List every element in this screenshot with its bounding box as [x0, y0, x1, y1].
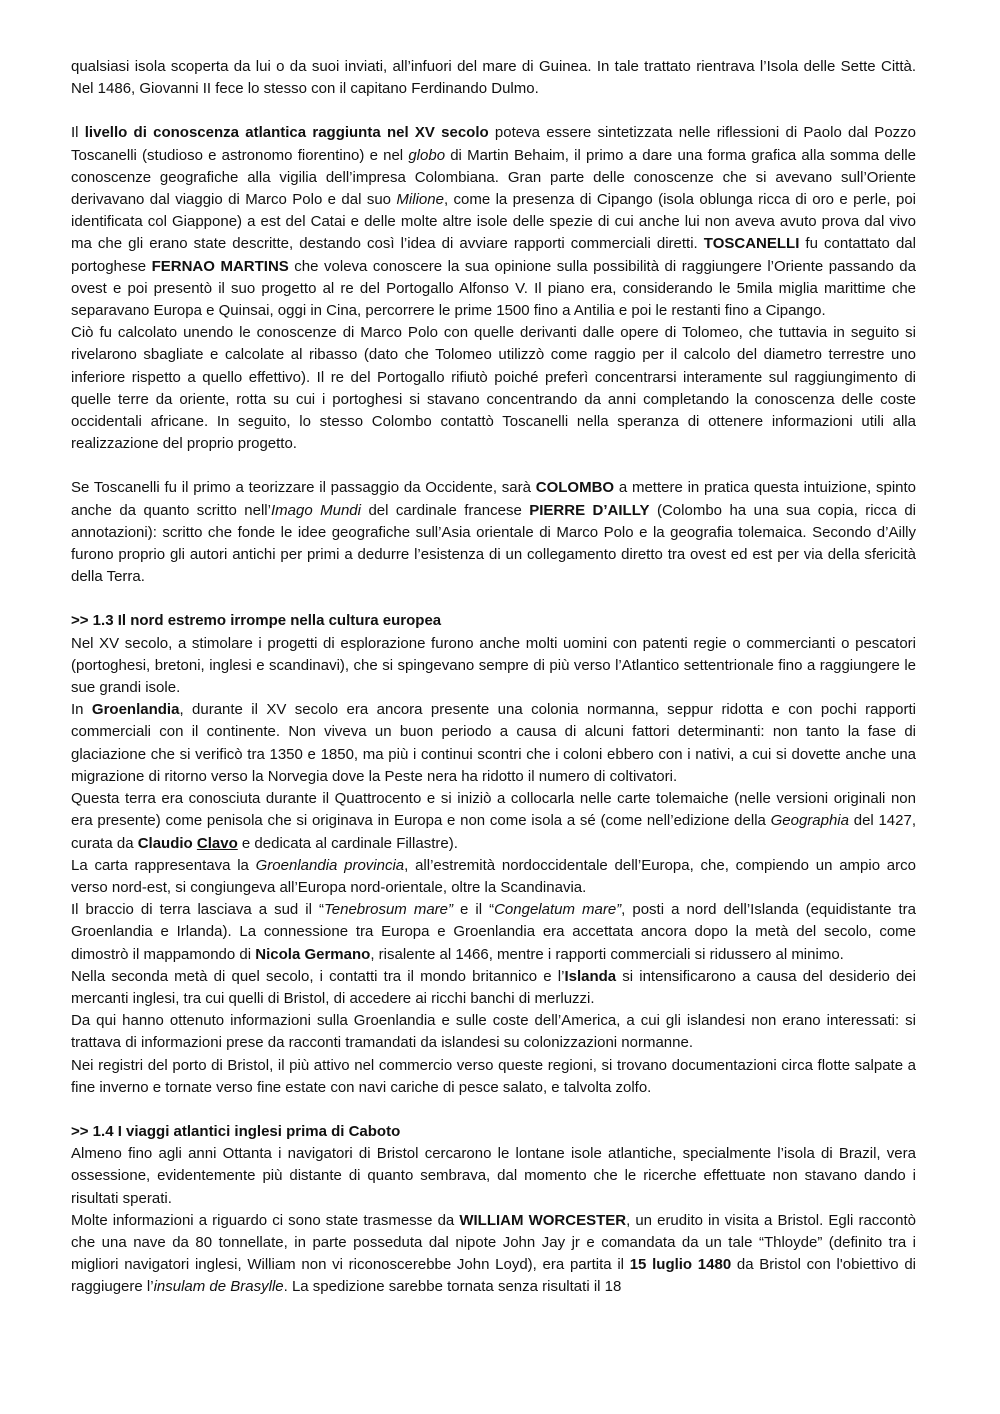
text-run: Questa terra era conosciuta durante il Quattrocento e si iniziò a collocarla nelle carte tolemaiche (nelle versioni originali non era presente) come penisola che si originava in Europa e non come isola a sé (come nell’edizione della	[71, 790, 916, 830]
paragraph-groenlandia	[71, 699, 916, 788]
paragraph-gap	[71, 588, 916, 610]
bold-run: FERNAO MARTINS	[151, 257, 289, 275]
bold-run: WILLIAM WORCESTER	[459, 1211, 627, 1229]
paragraph-quattrocento	[71, 788, 916, 855]
text-run: , un erudito in visita a Bristol. Egli raccontò che una nave da 80 tonnellate, in parte posseduta dal nipote John Jay jr e comandata da un tale “Thloyde” (definito tra i migliori navigatori inglesi, William non vi riconoscerebbe John Loyd), era partita il	[71, 1211, 916, 1274]
text-run: , risalente al 1466, mentre i rapporti commerciali si ridussero al minimo.	[370, 945, 844, 963]
paragraph-gap	[71, 1099, 916, 1121]
paragraph-tolomeo: Ciò fu calcolato unendo le conoscenze di Marco Polo con quelle derivanti dalle opere di Tolomeo, che tuttavia in seguito si rivelarono sbagliate e calcolate al ribasso (dato che Tolomeo utilizzò come raggio per il calcolo del diametro terrestre uno inferiore rispetto a quello effettivo). Il re del Portogallo rifiutò poiché preferì concentrarsi interamente sul raggiungimento di quelle terre da oriente, rotta su cui i portoghesi si stavano concentrando da anni completando la conoscenza delle coste occidentali africane. In seguito, lo stesso Colombo contattò Toscanelli nella speranza di ottenere informazioni utili alla realizzazione del proprio progetto.	[71, 324, 916, 453]
text-run: poteva essere sintetizzata nelle riflessioni di Paolo dal Pozzo Toscanelli (studioso e astronomo fiorentino) e nel	[71, 124, 917, 164]
text-run: fu contattato dal portoghese	[71, 235, 916, 275]
italic-run: Groenlandia provincia	[255, 856, 405, 874]
text-run: In	[71, 701, 92, 719]
text-run: Il	[71, 124, 85, 142]
bold-underline-run: Clavo	[196, 834, 238, 852]
paragraph-ottanta: Almeno fino agli anni Ottanta i navigatori di Bristol cercarono le lontane isole atlantiche, specialmente l’isola di Brazil, vera ossessione, evidentemente più distante di quanto sembrava, dal momento che le ricerche effettuate non stavano dando i risultati sperati.	[71, 1145, 916, 1207]
paragraph-carta	[71, 855, 916, 899]
italic-run: Geographia	[770, 812, 849, 830]
text-run: Molte informazioni a riguardo ci sono state trasmesse da	[71, 1211, 460, 1229]
text-run: , all’estremità nordoccidentale dell’Europa, che, compiendo un ampio arco verso nord-est, si congiungeva all’Europa nord-orientale, oltre la Scandinavia.	[71, 856, 916, 896]
italic-run: globo	[408, 146, 446, 164]
paragraph-registri: Nei registri del porto di Bristol, il più attivo nel commercio verso queste regioni, si trovano documentazioni circa flotte salpate a fine inverno e tornate verso fine estate con navi cariche di pesce salato, e talvolta zolfo.	[71, 1056, 916, 1096]
bold-run: Nicola Germano	[255, 945, 371, 963]
section-heading-1-3: >> 1.3 Il nord estremo irrompe nella cultura europea	[71, 612, 442, 630]
text-run: , posti a nord dell’Islanda (equidistante tra Groenlandia e Irlanda). La connessione tra Europa e Groenlandia era accettata ancora dopo la metà del secolo, come dimostrò il mappamondo di	[71, 901, 916, 963]
text-run: a mettere in pratica questa intuizione, spinto anche da quanto scritto nell’	[71, 479, 916, 519]
text-run: si intensificarono a causa del desiderio dei mercanti inglesi, tra cui quelli di Bristol, di accedere ai ricchi banchi di merluzzi.	[71, 967, 916, 1007]
bold-run: PIERRE D’AILLY	[529, 501, 650, 519]
text-run: di Martin Behaim, il primo a dare una forma grafica alla somma delle conoscenze geografiche alla vigilia dell’impresa Colombiana. Gran parte delle conoscenze che si avevano sull’Oriente derivavano dal viaggio di Marco Polo e dal suo	[71, 146, 916, 209]
bold-run: Islanda	[564, 967, 617, 985]
text-run: che voleva conoscere la sua opinione sulla possibilità di raggiungere l’Oriente passando da ovest e poi presentò il suo progetto al re del Portogallo Alfonso V. Il piano era, considerando le 5mila miglia marittime che separavano Europa e Quinsai, oggi in Cina, percorrere le prime 1500 fino a Antilia e poi le restanti fino a Cipango.	[71, 257, 916, 320]
bold-run: Groenlandia	[91, 701, 180, 719]
text-run: Se Toscanelli fu il primo a teorizzare il passaggio da Occidente, sarà	[71, 479, 536, 497]
italic-run: Tenebrosum mare”	[323, 901, 453, 919]
text-run: e dedicata al cardinale Fillastre).	[237, 834, 458, 852]
text-run: , durante il XV secolo era ancora presente una colonia normanna, seppur ridotta e con pochi rapporti commerciali con il continente. Non viveva un buon periodo a causa di alcuni fattori determinanti: non tanto la fase di glaciazione che si verificò tra 1350 e 1850, ma più i continui scontri che i coloni ebbero con i nativi, a cui si dovette anche una migrazione di ritorno verso la Norvegia dove la Peste nera ha ridotto il numero di coltivatori.	[71, 701, 916, 785]
bold-run: Claudio	[137, 834, 197, 852]
bold-run: 15 luglio 1480	[629, 1256, 732, 1274]
text-run: e il “	[453, 901, 495, 919]
italic-run: insulam de Brasylle	[153, 1278, 284, 1296]
italic-run: Imago Mundi	[270, 501, 361, 519]
paragraph-intro-tail: qualsiasi isola scoperta da lui o da suoi inviati, all’infuori del mare di Guinea. In tale trattato rientrava l’Isola delle Sette Città. Nel 1486, Giovanni II fece lo stesso con il capitano Ferdinando Dulmo.	[71, 58, 916, 98]
paragraph-toscanelli	[71, 122, 916, 322]
text-run: Il braccio di terra lasciava a sud il “	[71, 901, 324, 919]
text-run: (Colombo ha una sua copia, ricca di annotazioni): scritto che fonde le idee geografiche sull’Asia orientale di Marco Polo e la geografia tolemaica. Secondo d’Ailly furono proprio gli autori antichi per primi a dedurre l’esistenza di un collegamento diretto tra ovest ed est per via della sfericità della Terra.	[71, 501, 917, 586]
paragraph-nord: Nel XV secolo, a stimolare i progetti di esplorazione furono anche molti uomini con patenti regie o commercianti o pescatori (portoghesi, bretoni, inglesi e scandinavi), che si spingevano sempre di più verso l’Atlantico settentrionale fino a raggiungere le sue grandi isole.	[71, 634, 916, 697]
text-run: da Bristol con l'obiettivo di raggiugere l’	[71, 1256, 917, 1296]
bold-run: TOSCANELLI	[703, 235, 800, 253]
paragraph-colombo	[71, 477, 916, 588]
paragraph-islanda	[71, 966, 916, 1010]
text-run: Nella seconda metà di quel secolo, i contatti tra il mondo britannico e l’	[71, 967, 565, 985]
italic-run: Congelatum mare”	[494, 901, 622, 919]
paragraph-braccio	[71, 899, 916, 966]
paragraph-informazioni: Da qui hanno ottenuto informazioni sulla Groenlandia e sulle coste dell’America, a cui gli islandesi non erano interessati: si trattava di informazioni prese da racconti tramandati da islandesi su colonizzazioni normanne.	[71, 1012, 916, 1052]
text-run: , come la presenza di Cipango (isola oblunga ricca di oro e perle, poi identificata col Giappone) a est del Catai e delle molte altre isole delle spezie di cui anche lui non aveva avuto prova dal vivo ma che gli erano state descritte, destando così l’idea di avviare rapporti commerciali diretti.	[71, 191, 917, 253]
text-run: La carta rappresentava la	[71, 856, 256, 874]
section-heading-1-4: >> 1.4 I viaggi atlantici inglesi prima di Caboto	[71, 1122, 401, 1140]
text-run: . La spedizione sarebbe tornata senza risultati il 18	[283, 1278, 622, 1296]
paragraph-gap	[71, 455, 916, 477]
text-run: del 1427, curata da	[71, 812, 917, 852]
italic-run: Milione	[396, 191, 444, 209]
bold-run: livello di conoscenza atlantica raggiunta nel XV secolo	[84, 124, 489, 142]
text-run: del cardinale francese	[360, 501, 530, 519]
bold-run: COLOMBO	[535, 479, 615, 497]
paragraph-worcester	[71, 1210, 916, 1299]
paragraph-gap	[71, 100, 916, 122]
